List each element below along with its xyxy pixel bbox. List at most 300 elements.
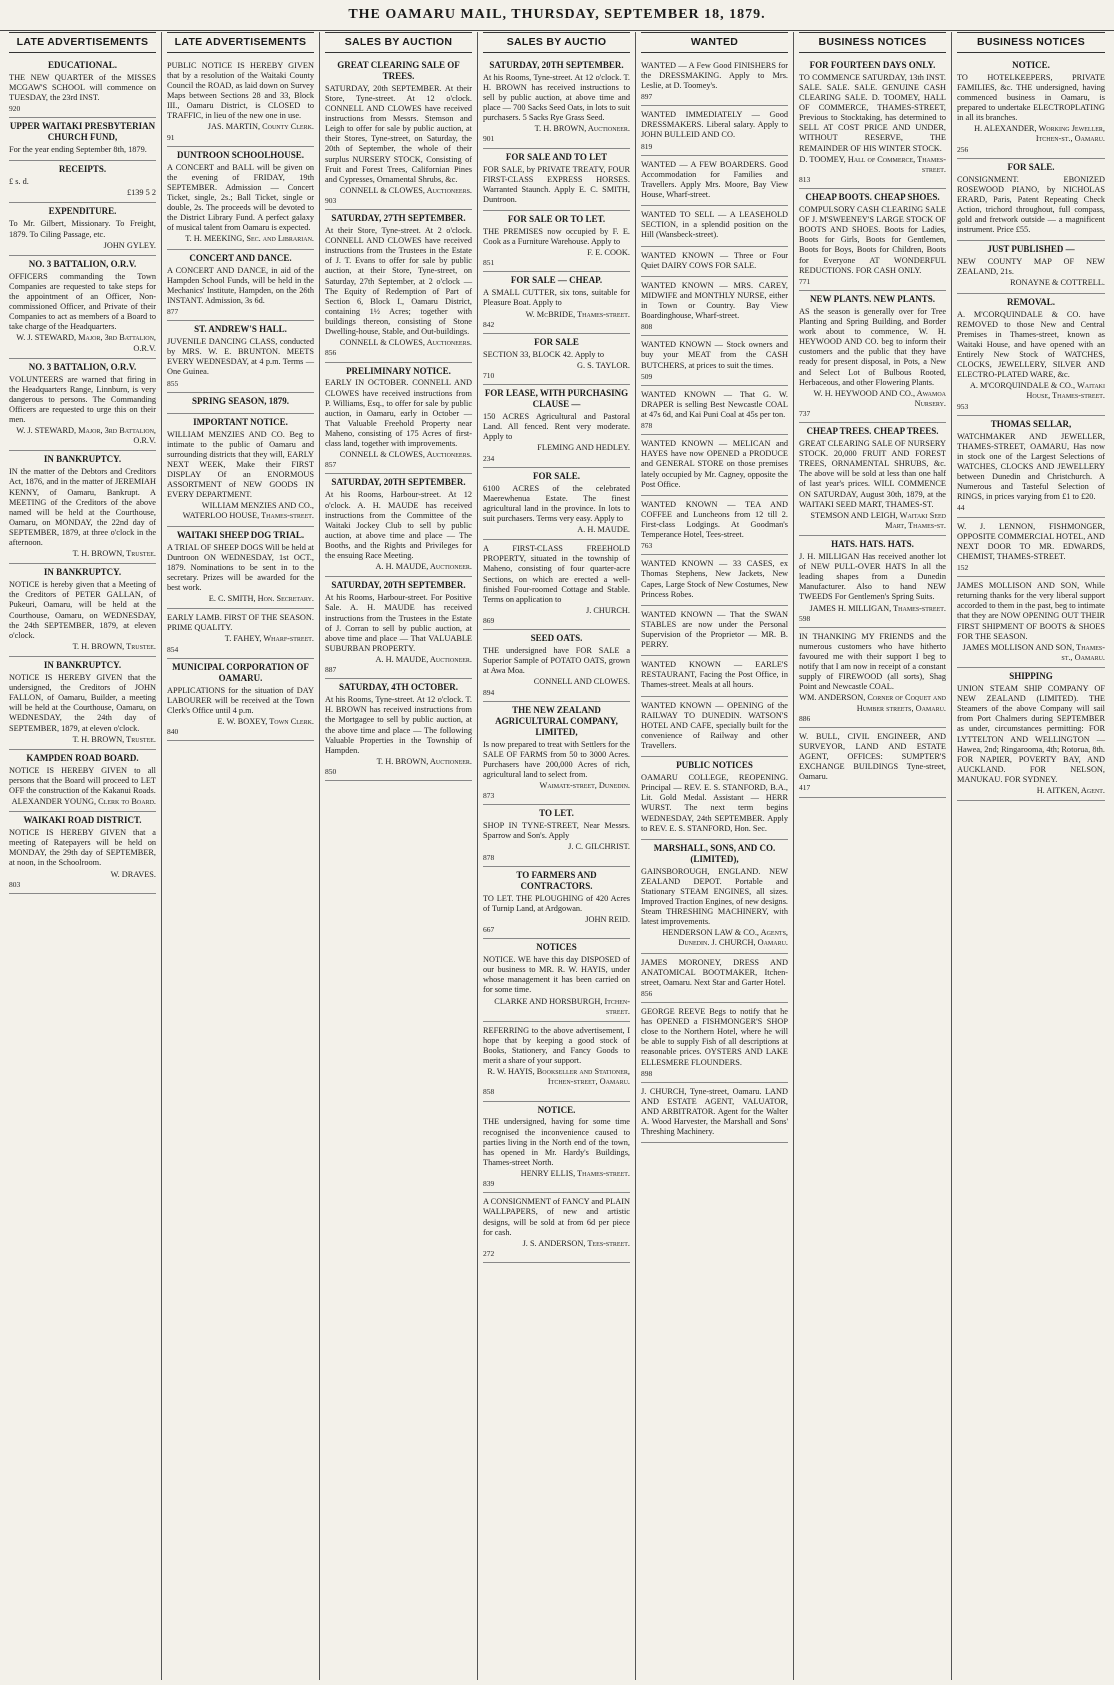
- ad-body: To Mr. Gilbert, Missionary. To Freight, 1879. To Ciling Passage, etc.: [9, 219, 156, 239]
- advertisement: [9, 750, 156, 812]
- ad-body: W. J. LENNON, FISHMONGER, OPPOSITE COMMERCIAL HOTEL, AND NEXT DOOR TO MR. EDWARDS, CHEMIST, THAMES-STREET.: [957, 521, 1105, 561]
- ad-number: 877: [167, 306, 179, 316]
- ad-body: WANTED KNOWN — Three or Four Quiet DAIRY COWS FOR SALE.: [641, 250, 788, 270]
- ad-title: FOR SALE — CHEAP.: [510, 275, 603, 286]
- section-header: BUSINESS NOTICES: [799, 32, 946, 53]
- ad-signature: HENDERSON LAW & CO., Agents, Dunedin. J. CHURCH, Oamaru.: [662, 928, 788, 948]
- ad-body: IN the matter of the Debtors and Creditors Act, 1876, and in the matter of JEREMIAH KENNY, of Oamaru, Bankrupt. A MEETING of the Creditors of the above named will be held at the Courthouse, Oamaru, on MONDAY, the 22nd day of SEPTEMBER, 1879, at three o'clock in the afternoon.: [9, 467, 156, 548]
- advertisement: [641, 840, 788, 954]
- ad-number: 509: [641, 371, 653, 381]
- ad-title: TO LET.: [539, 808, 574, 819]
- ad-signature: H. AITKEN, Agent.: [1036, 786, 1105, 796]
- advertisement: [483, 867, 630, 939]
- ad-number: 953: [957, 401, 969, 411]
- advertisement: [167, 321, 314, 393]
- ad-signature: R. W. HAYIS, Bookseller and Stationer, Itchen-street, Oamaru.: [487, 1067, 630, 1087]
- advertisement: [9, 161, 156, 203]
- ad-number: 850: [325, 766, 337, 776]
- ad-title: FOR SALE.: [532, 470, 580, 481]
- ad-body: 150 ACRES Agricultural and Pastoral Land. All fenced. Rent very moderate. Apply to: [483, 412, 630, 442]
- advertisement: [325, 474, 472, 577]
- advertisement: [483, 1022, 630, 1102]
- advertisement: [799, 291, 946, 423]
- ad-number: 839: [483, 1179, 495, 1189]
- ad-number: 819: [641, 141, 653, 151]
- advertisement: [9, 657, 156, 750]
- ad-title: FOR SALE: [534, 336, 579, 347]
- ad-title: SATURDAY, 4TH OCTOBER.: [338, 682, 459, 693]
- ad-title: SPRING SEASON, 1879.: [191, 395, 290, 406]
- advertisement: [483, 540, 630, 630]
- advertisement: [325, 210, 472, 362]
- ad-number: 152: [957, 563, 969, 572]
- advertisement: [9, 203, 156, 255]
- ad-signature: £139 5 2: [126, 188, 156, 198]
- ad-signature: JAS. MARTIN, County Clerk.: [207, 122, 314, 132]
- advertisement: [957, 416, 1105, 518]
- ad-body: THE undersigned, having for some time recognised the inconvenience caused to parties living in the North end of the town, has opened in Mr. Hardy's Buildings, Thames-street North.: [483, 1117, 630, 1167]
- advertisement: [325, 57, 472, 210]
- ad-signature: A. H. MAUDE.: [577, 525, 630, 535]
- ad-body: THE undersigned have FOR SALE a Superior Sample of POTATO OATS, grown at Awa Moa.: [483, 646, 630, 676]
- newspaper-column: [162, 32, 320, 1680]
- ad-signature: J. CHURCH.: [585, 605, 630, 615]
- section-header: LATE ADVERTISEMENTS: [167, 32, 314, 53]
- ad-title: ST. ANDREW'S HALL.: [194, 324, 287, 335]
- advertisement: [325, 577, 472, 679]
- ad-signature: JAMES H. MILLIGAN, Thames-street.: [809, 603, 946, 613]
- ad-body: WANTED KNOWN — That the SWAN STABLES are now under the Personal Supervision of the Proprietor — MR. B. PERRY.: [641, 609, 788, 650]
- advertisement: [957, 57, 1105, 159]
- ad-number: 272: [483, 1248, 495, 1258]
- ad-title: FOR SALE OR TO LET.: [507, 213, 606, 224]
- advertisement: [9, 256, 156, 359]
- advertisement: [799, 189, 946, 291]
- ad-signature: J. S. ANDERSON, Tees-street.: [522, 1238, 630, 1248]
- ad-title: EXPENDITURE.: [48, 206, 117, 217]
- section-header: SALES BY AUCTION: [325, 32, 472, 53]
- ad-body: TO LET. THE PLOUGHING of 420 Acres of Turnip Land, at Ardgowan.: [483, 893, 630, 913]
- ad-title: IMPORTANT NOTICE.: [193, 416, 288, 427]
- ad-title: DUNTROON SCHOOLHOUSE.: [176, 149, 305, 160]
- ad-title: EDUCATIONAL.: [47, 59, 118, 70]
- ad-body: WANTED KNOWN — EARLE'S RESTAURANT, Facing the Post Office, in Thames-street. Meals at all hours.: [641, 660, 788, 690]
- ad-number: 851: [483, 258, 495, 268]
- ad-body: JAMES MOLLISON AND SON, While returning thanks for the very liberal support accorded to them in the past, beg to intimate that they are NOW OPENING OUT THEIR FIRST SHIPMENT OF BOOTS & SHOES FOR THE SEASON.: [957, 581, 1105, 641]
- ad-body: A FIRST-CLASS FREEHOLD PROPERTY, situated in the township of Maheno, consisting of four quarter-acre Sections, on which are erected a well-finished Four-roomed Cottage and Stable. Terms on application to: [483, 544, 630, 604]
- advertisement: [167, 250, 314, 322]
- ad-title: SATURDAY, 27TH SEPTEMBER.: [331, 213, 466, 224]
- ad-signature: WM. ANDERSON, Corner of Coquet and Humber streets, Oamaru.: [799, 693, 946, 713]
- ad-number: 856: [641, 988, 653, 998]
- ad-title: CHEAP BOOTS. CHEAP SHOES.: [805, 192, 940, 202]
- section-header: LATE ADVERTISEMENTS: [9, 32, 156, 53]
- advertisement: [641, 1083, 788, 1144]
- ad-number: 858: [483, 1087, 495, 1097]
- ad-title: THOMAS SELLAR,: [990, 418, 1072, 429]
- ad-number: 256: [957, 144, 969, 154]
- advertisement: [483, 630, 630, 702]
- ad-body: A SMALL CUTTER, six tons, suitable for Pleasure Boat. Apply to: [483, 288, 630, 308]
- ad-body: NOTICE IS HEREBY GIVEN that the undersigned, the Creditors of JOHN FALLON, of Oamaru, Builder, a meeting will be held at the Courthouse, Oamaru, on WEDNESDAY, the 24th day of SEPTEMBER, 1879, at eleven o'clock.: [9, 673, 156, 733]
- ad-signature: A. H. MAUDE, Auctioneer.: [375, 654, 472, 664]
- ad-signature: D. TOOMEY, Hall of Commerce, Thames-street.: [799, 154, 946, 174]
- ad-signature: T. H. BROWN, Trustee.: [72, 641, 156, 651]
- ad-title: FOR SALE.: [1007, 161, 1055, 172]
- ad-signature: T. H. BROWN, Trustee.: [72, 549, 156, 559]
- ad-title: WAITAKI SHEEP DOG TRIAL.: [176, 529, 305, 540]
- ad-body: WANTED — A Few Good FINISHERS for the DRESSMAKING. Apply to Mrs. Leslie, at D. Toomey's.: [641, 60, 788, 91]
- ad-signature: W. H. HEYWOOD AND CO., Awamoa Nursery.: [813, 388, 946, 408]
- ad-signature: W. DRAVES.: [110, 869, 156, 879]
- ad-number: 878: [483, 852, 495, 862]
- ad-signature: CONNELL & CLOWES, Auctioneers.: [339, 185, 472, 195]
- ad-title: REMOVAL.: [1006, 296, 1056, 307]
- ad-signature: A. H. MAUDE, Auctioneer.: [375, 562, 472, 572]
- ad-body: COMPULSORY CASH CLEARING SALE OF J. M'SWEENEY'S LARGE STOCK OF BOOTS AND SHOES. Boots for Ladies, Boots for Girls, Boots for Gentlemen, Boots for Boys, Boots for Children, Boots for Everyone AT WONDERFUL REDUCTIONS. FOR CASH ONLY.: [799, 204, 946, 275]
- advertisement: [167, 609, 314, 658]
- ad-title: FOR FOURTEEN DAYS ONLY.: [809, 59, 936, 70]
- ad-body: A. M'CORQUINDALE & CO. have REMOVED to those New and Central Premises in Thames-street, known as Waitaki House, and have opened with an Entirely New Stock of WATCHES, CLOCKS, JEWELLERY, SILVER AND ELECTRO-PLATED WARE, &c.: [957, 309, 1105, 380]
- ad-body: GREAT CLEARING SALE OF NURSERY STOCK. 20,000 FRUIT AND FOREST TREES, ORNAMENTAL SHRUBS, &c. The above will be sold at less than one half of last year's prices. WILL COMMENCE ON SATURDAY, August 30th, 1879, at the WAITAKI SEED MART, THAMES-ST.: [799, 439, 946, 509]
- ad-body: A TRIAL OF SHEEP DOGS Will be held at Duntroon ON WEDNESDAY, 1st OCT., 1879. Nominations to be sent in to the secretary. Prizes will be awarded for the best work.: [167, 542, 314, 592]
- ad-signature: JAMES MOLLISON AND SON, Thames-st., Oamaru.: [962, 642, 1105, 662]
- ad-body: A CONCERT and BALL will be given on the evening of FRIDAY, 19th SEPTEMBER. Admission — Concert Ticket, single, 2s.; Ball Ticket, single or double, 2s. The proceeds will be devoted to the District Library Fund. A perfect galaxy of musical talent from Oamaru is expected.: [167, 162, 314, 233]
- ad-title: NEW PLANTS. NEW PLANTS.: [810, 293, 935, 304]
- newspaper-column: [952, 32, 1110, 1680]
- ad-number: 808: [641, 322, 653, 332]
- ad-body: NOTICE IS HEREBY GIVEN that a meeting of Ratepayers will be held on MONDAY, the 29th day of SEPTEMBER, at noon, in the Schoolroom.: [9, 828, 156, 868]
- advertisement: [483, 702, 630, 806]
- ad-title: NO. 3 BATTALION, O.R.V.: [28, 361, 137, 372]
- ad-signature: W. J. STEWARD, Major, 3rd Battalion, O.R.V.: [16, 333, 156, 353]
- advertisement: [167, 659, 314, 742]
- ad-number: 897: [641, 92, 653, 102]
- section-header: BUSINESS NOTICES: [957, 32, 1105, 53]
- ad-title: NO. 3 BATTALION, O.R.V.: [28, 258, 137, 269]
- advertisement: [641, 1003, 788, 1083]
- ad-body: EARLY LAMB. FIRST OF THE SEASON. PRIME QUALITY.: [167, 613, 314, 633]
- ad-number: 886: [799, 713, 811, 723]
- ad-body: SECTION 33, BLOCK 42. Apply to: [483, 349, 605, 359]
- ad-title: TO FARMERS AND CONTRACTORS.: [516, 869, 597, 891]
- advertisement: [641, 757, 788, 840]
- ad-signature: FLEMING AND HEDLEY.: [537, 443, 630, 453]
- ad-signature: E. C. SMITH, Hon. Secretary.: [208, 594, 314, 604]
- ad-number: 598: [799, 613, 811, 623]
- ad-title: IN BANKRUPTCY.: [43, 660, 122, 671]
- ad-number: 234: [483, 453, 495, 463]
- advertisement: [9, 57, 156, 118]
- advertisement: [799, 57, 946, 189]
- ad-title: JUST PUBLISHED —: [987, 244, 1075, 255]
- advertisement: [483, 385, 630, 468]
- ad-signature: T. H. MEEKING, Sec. and Librarian.: [185, 234, 314, 244]
- advertisement: [167, 527, 314, 610]
- ad-signature: H. ALEXANDER, Working Jeweller, Itchen-st., Oamaru.: [974, 124, 1105, 144]
- ad-body: VOLUNTEERS are warned that firing in the Headquarters Range, Linnburn, is very dangerous to persons. The Commanding Officers are requested to urge this on their men.: [9, 374, 156, 425]
- ad-number: 813: [799, 174, 811, 184]
- ad-number: 857: [325, 460, 337, 470]
- ad-title: THE NEW ZEALAND AGRICULTURAL COMPANY, LIMITED,: [495, 704, 618, 737]
- ad-signature: W. McBRIDE, Thames-street.: [525, 309, 630, 319]
- ad-signature: CONNELL AND CLOWES.: [533, 677, 630, 687]
- ad-body: JAMES MORONEY, DRESS AND ANATOMICAL BOOTMAKER, Itchen-street, Oamaru. Next Star and Garter Hotel.: [641, 957, 788, 987]
- ad-body: At his Rooms, Tyne-street. At 12 o'clock. T. H. BROWN has received instructions from the Mortgagee to sell by public auction, at the above time and place — The following Valuable Properties in the Township of Hampden.: [325, 695, 472, 755]
- ad-body: For the year ending September 8th, 1879.: [9, 145, 147, 155]
- ad-signature: ALEXANDER YOUNG, Clerk to Board.: [11, 797, 156, 807]
- ad-body: IN THANKING MY FRIENDS and the numerous customers who have hitherto favoured me with their support I beg to notify that I am now in receipt of a constant supply of FIREWOOD (all sorts), Shag Point and Newcastle COAL.: [799, 631, 946, 692]
- advertisement: [957, 159, 1105, 242]
- advertisement: [641, 656, 788, 696]
- advertisement: [9, 564, 156, 657]
- ad-number: 887: [325, 665, 337, 675]
- ad-number: 920: [9, 104, 21, 114]
- ad-body: At their Store, Tyne-street. At 2 o'clock. CONNELL AND CLOWES have received instructions from the Trustees in the Estate of J. T. Evans to offer for sale by public auction, at their Store, Tyne-street, on Saturday, 27th September, at 2 o'clock — The Equity of Redemption of Part of Section 6, Block I., Oamaru District, containing 1½ Acres; together with buildings thereon, consisting of Stone Dwelling-house, Stable, and Out-buildings.: [325, 226, 472, 337]
- advertisement: [483, 1102, 630, 1194]
- ad-body: WANTED IMMEDIATELY — Good DRESSMAKERS. Liberal salary. Apply to JOHN BULLEID AND CO.: [641, 110, 788, 140]
- ad-signature: G. S. TAYLOR.: [576, 360, 630, 370]
- advertisement: [641, 697, 788, 758]
- ad-number: 710: [483, 371, 495, 381]
- advertisement: [641, 206, 788, 246]
- advertisement: [641, 435, 788, 496]
- advertisement: [641, 954, 788, 1003]
- ad-number: 898: [641, 1068, 653, 1078]
- ad-signature: J. C. GILCHRIST.: [568, 842, 630, 852]
- advertisement: [483, 149, 630, 211]
- advertisement: [641, 57, 788, 106]
- advertisement: [483, 1193, 630, 1263]
- advertisement: [957, 668, 1105, 801]
- ad-body: AS the season is generally over for Tree Planting and Spring Building, and Border work about to commence, W. H. HEYWOOD AND CO. beg to inform their customers and the public that they have ready for present disposal, in Pots, a New and Select Lot of Bulbous Rooted, Herbaceous, and other Flowering Plants.: [799, 306, 946, 387]
- advertisement: [483, 468, 630, 541]
- ad-body: THE NEW QUARTER of the MISSES MCGAW'S SCHOOL will commence on TUESDAY, the 23rd INST.: [9, 72, 156, 102]
- newspaper-column: [478, 32, 636, 1680]
- ad-body: WANTED KNOWN — MELICAN and HAYES have now OPENED a PRODUCE and GENERAL STORE on those premises lately occupied by Mr. Cagney, opposite the Post Office.: [641, 439, 788, 489]
- ad-number: 840: [167, 727, 179, 737]
- ad-body: £ s. d.: [9, 177, 29, 187]
- advertisement: [799, 423, 946, 536]
- ad-body: OAMARU COLLEGE, REOPENING. Principal — REV. E. S. STANFORD, B.A., Lit. Gold Medal. Assistant — HERR WURST. The next term begins WEDNESDAY, 24th SEPTEMBER. Apply to REV. E. S. STANFORD, Hon. Sec.: [641, 773, 788, 833]
- ad-title: SHIPPING: [1009, 671, 1053, 682]
- ad-body: A CONCERT AND DANCE, in aid of the Hampden School Funds, will be held in the Mechanics' Institute, Hampden, on the 26th INSTANT. Admission, 3s 6d.: [167, 265, 314, 305]
- advertisement: [641, 156, 788, 206]
- advertisement: [641, 496, 788, 556]
- ad-body: SHOP IN TYNE-STREET, Near Messrs. Sparrow and Son's. Apply: [483, 821, 630, 841]
- ad-body: NOTICE IS HEREBY GIVEN to all persons that the Board will proceed to LET OFF the construction of the Kakanui Roads.: [9, 765, 156, 795]
- ad-title: SATURDAY, 20TH SEPTEMBER.: [331, 580, 466, 591]
- ad-body: THE PREMISES now occupied by F. E. Cook as a Furniture Warehouse. Apply to: [483, 226, 630, 247]
- ad-signature: CONNELL & CLOWES, Auctioneers.: [339, 450, 472, 460]
- ad-title: FOR LEASE, WITH PURCHASING CLAUSE —: [484, 388, 629, 410]
- advertisement: [483, 805, 630, 866]
- ad-title: PRELIMINARY NOTICE.: [346, 365, 451, 376]
- ad-title: MUNICIPAL CORPORATION OF OAMARU.: [172, 661, 309, 683]
- advertisement: [167, 414, 314, 527]
- ad-signature: Waimate-street, Dunedin.: [539, 781, 630, 790]
- ad-number: 856: [325, 348, 337, 358]
- advertisement: [799, 536, 946, 628]
- ad-signature: T. H. BROWN, Trustee.: [72, 734, 156, 744]
- ad-signature: A. M'CORQUINDALE & CO., Waitaki House, Thames-street.: [969, 381, 1105, 401]
- ad-signature: W. J. STEWARD, Major, 3rd Battalion, O.R.V.: [16, 426, 156, 446]
- ad-title: GREAT CLEARING SALE OF TREES.: [337, 59, 460, 81]
- ad-title: NOTICE.: [1012, 59, 1050, 70]
- ad-signature: T. FAHEY, Wharf-street.: [224, 634, 314, 644]
- ad-body: WANTED KNOWN — MRS. CAREY, MIDWIFE and MONTHLY NURSE, either in Town or Country. Bay View Boardinghouse, Wharf-street.: [641, 280, 788, 321]
- ad-title: NOTICE.: [537, 1104, 576, 1115]
- ad-body: WILLIAM MENZIES AND CO. Beg to intimate to the public of Oamaru and surrounding districts that they will, EARLY NEXT WEEK, Make their FIRST DISPLAY Of an ENORMOUS ASSORTMENT of NEW GOODS IN EVERY DEPARTMENT.: [167, 429, 314, 500]
- ad-body: NOTICE. WE have this day DISPOSED of our business to MR. R. W. HAYIS, under whose management it has been carried on for some time.: [483, 955, 630, 995]
- ad-signature: STEMSON AND LEIGH, Waitaki Seed Mart, Thames-st.: [810, 510, 946, 530]
- ad-number: 842: [483, 319, 495, 329]
- ad-body: W. BULL, CIVIL ENGINEER, AND SURVEYOR, LAND AND ESTATE AGENT, OFFICES: SUMPTER'S EXCHANGE BUILDINGS Tyne-street, Oamaru.: [799, 731, 946, 782]
- newspaper-column: [320, 32, 478, 1680]
- ad-number: 873: [483, 791, 495, 801]
- advertisement: [957, 577, 1105, 668]
- advertisement: [957, 241, 1105, 293]
- advertisement: [957, 294, 1105, 416]
- newspaper-column: [794, 32, 952, 1680]
- advertisement: [483, 272, 630, 333]
- ad-signature: JOHN GYLEY.: [103, 240, 156, 250]
- ad-body: At his Rooms, Tyne-street. At 12 o'clock. T. H. BROWN has received instructions to sell by public auction, at above time and place — 700 Sacks Seed Oats, in lots to suit purchasers. 5 Sacks Rye Grass Seed.: [483, 72, 630, 123]
- ad-title: UPPER WAITAKI PRESBYTERIAN CHURCH FUND,: [9, 121, 156, 143]
- ad-number: 417: [799, 783, 811, 793]
- advertisement: [641, 336, 788, 385]
- ad-body: UNION STEAM SHIP COMPANY OF NEW ZEALAND (LIMITED). THE Steamers of the above Company will sail from Port Chalmers during SEPTEMBER as under, circumstances permitting: FOR LYTTELTON AND WELLINGTON — Hawea, 2nd; Ringarooma, 4th; Rotorua, 8th. FOR NAPIER, POVERTY BAY, AND AUCKLAND. FOR NELSON, MANUKAU. FOR SYDNEY.: [957, 683, 1105, 784]
- advertisement: [167, 147, 314, 250]
- section-header: WANTED: [641, 32, 788, 53]
- advertisement: [167, 393, 314, 414]
- advertisement: [641, 247, 788, 277]
- ad-title: CHEAP TREES. CHEAP TREES.: [806, 426, 939, 437]
- advertisement: [483, 334, 630, 385]
- ad-body: GEORGE REEVE Begs to notify that he has OPENED a FISHMONGER'S SHOP close to the Northern Hotel, where he will be able to supply Fish of all descriptions at reasonable prices. OYSTERS AND LAKE ELLESMERE FLOUNDERS.: [641, 1007, 788, 1067]
- advertisement: [9, 118, 156, 161]
- ad-signature: JOHN REID.: [585, 914, 630, 924]
- ad-body: GAINSBOROUGH, ENGLAND. NEW ZEALAND DEPOT. Portable and Stationary STEAM ENGINES, all sizes. Improved Traction Engines, of new designs. Steam THRESHING MACHINERY, with latest improvements.: [641, 866, 788, 927]
- ad-body: TO COMMENCE SATURDAY, 13th INST. SALE. SALE. SALE. GENUINE CASH CLEARING SALE. D. TOOMEY, HALL OF COMMERCE, THAMES-STREET, Previous to Stocktaking, has determined to SELL AT COST PRICE AND UNDER, WITHOUT RESERVE, THE REMAINDER OF HIS WINTER STOCK.: [799, 72, 946, 153]
- ad-body: WANTED — A FEW BOARDERS. Good Accommodation for Families and Travellers. Apply Mrs. Moore, Bay View House, Wharf-street.: [641, 159, 788, 200]
- ad-number: 737: [799, 408, 811, 418]
- ad-body: WANTED KNOWN — OPENING of the RAILWAY TO DUNEDIN. WATSON'S HOTEL AND CAFE, specially built for the convenience of Railway and other Travellers.: [641, 700, 788, 750]
- ad-number: 855: [167, 378, 179, 388]
- ad-title: SATURDAY, 20TH SEPTEMBER.: [331, 477, 466, 488]
- ad-body: WANTED KNOWN — That G. W. DRAPER is selling Best Newcastle COAL at 47s 6d, and Kai Puni Coal at 45s per ton.: [641, 389, 788, 419]
- advertisement: [167, 57, 314, 147]
- ad-body: WANTED KNOWN — Stock owners and buy your MEAT from the CASH BUTCHERS, at prices to suit the times.: [641, 340, 788, 370]
- advertisement: [641, 606, 788, 656]
- ad-body: J. CHURCH, Tyne-street, Oamaru. LAND AND ESTATE AGENT, VALUATOR, AND ARBITRATOR. Agent for the Walter A. Wood Harvester, the Marshall and Sons' Threshing Machinery.: [641, 1086, 788, 1137]
- ad-number: 763: [641, 541, 653, 551]
- ad-body: OFFICERS commanding the Town Companies are requested to take steps for the appointment of an Officer, Non-commissioned Officer, and Private of their Companies to act as members of a Board to take charge of the Headquarters.: [9, 271, 156, 332]
- advertisement: [641, 106, 788, 155]
- ad-signature: T. H. BROWN, Auctioneer.: [376, 756, 472, 766]
- advertisement: [957, 518, 1105, 578]
- ad-body: REFERRING to the above advertisement, I hope that by keeping a good stock of Books, Stationery, and Fancy Goods to merit a share of your support.: [483, 1025, 630, 1066]
- ad-body: WANTED KNOWN — TEA AND COFFEE and Luncheons from 12 till 2. First-class Lodgings. At Goodman's Temperance Hotel, Tees-street.: [641, 499, 788, 540]
- ad-body: WATCHMAKER AND JEWELLER, THAMES-STREET, OAMARU, Has now in stock one of the Largest Selections of WATCHES, CLOCKS AND JEWELLERY between Dunedin and Christchurch. A Numerous and Tasteful Selection of RINGS, in prices varying from £1 to £20.: [957, 431, 1105, 502]
- advertisement: [483, 57, 630, 149]
- ad-number: 771: [799, 276, 811, 286]
- ad-body: WANTED TO SELL — A LEASEHOLD SECTION, in a splendid position on the Hill (Wansbeck-street).: [641, 210, 788, 240]
- newspaper-columns: [4, 32, 1110, 1680]
- ad-number: 903: [325, 195, 337, 205]
- ad-signature: T. H. BROWN, Auctioneer.: [534, 124, 630, 134]
- ad-body: NEW COUNTY MAP OF NEW ZEALAND, 21s.: [957, 257, 1105, 277]
- ad-body: JUVENILE DANCING CLASS, conducted by MRS. W. E. BRUNTON. MEETS EVERY WEDNESDAY, at 4 p.m. Terms — One Guinea.: [167, 337, 314, 377]
- ad-title: IN BANKRUPTCY.: [43, 454, 122, 465]
- ad-title: CONCERT AND DANCE.: [189, 252, 292, 263]
- advertisement: [9, 359, 156, 452]
- ad-body: 6100 ACRES of the celebrated Maerewhenua Estate. The finest agricultural land in the province. In lots to suit purchasers. Terms very easy. Apply to: [483, 483, 630, 523]
- ad-title: WAIKAKI ROAD DISTRICT.: [23, 815, 142, 826]
- ad-number: 894: [483, 687, 495, 697]
- ad-signature: RONAYNE & COTTRELL.: [1010, 278, 1105, 288]
- advertisement: [9, 451, 156, 564]
- ad-body: FOR SALE, by PRIVATE TREATY, FOUR FIRST-CLASS EXPRESS HORSES. Warranted Staunch. Apply E. C. SMITH, Duntroon.: [483, 164, 630, 204]
- newspaper-masthead: THE OAMARU MAIL, THURSDAY, SEPTEMBER 18, 1879.: [0, 0, 1114, 31]
- ad-number: 44: [957, 503, 965, 513]
- ad-number: 667: [483, 924, 495, 934]
- ad-number: 803: [9, 879, 21, 889]
- advertisement: [325, 363, 472, 475]
- ad-body: APPLICATIONS for the situation of DAY LABOURER will be received at the Town Clerk's Office until 4 p.m.: [167, 685, 314, 715]
- ad-title: MARSHALL, SONS, AND CO. (LIMITED),: [653, 842, 776, 864]
- advertisement: [799, 728, 946, 798]
- ad-body: TO HOTELKEEPERS, PRIVATE FAMILIES, &c. THE undersigned, having commenced business in Oamaru, is prepared to undertake ELECTROPLATING in all its branches.: [957, 72, 1105, 123]
- ad-title: RECEIPTS.: [58, 164, 107, 175]
- ad-title: SEED OATS.: [530, 633, 583, 644]
- ad-number: 878: [641, 421, 653, 431]
- ad-body: A CONSIGNMENT of FANCY and PLAIN WALLPAPERS, of new and artistic designs, will be sold at from 6d per piece for cash.: [483, 1197, 630, 1237]
- ad-signature: F. E. COOK.: [587, 248, 630, 258]
- ad-title: SATURDAY, 20TH SEPTEMBER.: [489, 59, 624, 70]
- ad-number: 901: [483, 134, 495, 144]
- ad-signature: E. W. BOXEY, Town Clerk.: [217, 716, 314, 726]
- newspaper-column: [636, 32, 794, 1680]
- ad-body: Is now prepared to treat with Settlers for the SALE OF FARMS from 50 to 3000 Acres. Purchasers have 200,000 Acres of rich, agricultural land to select from.: [483, 739, 630, 779]
- advertisement: [9, 812, 156, 894]
- ad-body: At his Rooms, Harbour-street. For Positive Sale. A. H. MAUDE has received instructions from the Trustees in the Estate of J. Corran to sell by public auction, at above time and place — That VALUABLE SUBURBAN PROPERTY.: [325, 593, 472, 653]
- ad-title: KAMPDEN ROAD BOARD.: [26, 752, 139, 763]
- advertisement: [641, 277, 788, 337]
- ad-number: 91: [167, 132, 175, 142]
- ad-signature: CLARKE AND HORSBURGH, Itchen-street.: [494, 996, 630, 1016]
- ad-body: At his Rooms, Harbour-street. At 12 o'clock. A. H. MAUDE has received instructions from the Committee of the Waitaki Jockey Club to sell by public auction, at above time and place — The Booths, and the Rights and Privileges for the ensuing Race Meeting.: [325, 490, 472, 561]
- ad-signature: HENRY ELLIS, Thames-street.: [520, 1169, 630, 1179]
- ad-body: PUBLIC NOTICE IS HEREBY GIVEN that by a resolution of the Waitaki County Council the ROAD, as laid down on Survey Maps between Sections 28 and 33, Block III., Oamaru District, is CLOSED to TRAFFIC, in lieu of the new one in use.: [167, 60, 314, 121]
- advertisement: [641, 386, 788, 435]
- advertisement: [483, 211, 630, 272]
- advertisement: [483, 939, 630, 1022]
- ad-body: WANTED KNOWN — 33 CASES, ex Thomas Stephens, New Jackets, New Capes, Large Stock of New Costumes, New Princess Robes.: [641, 559, 788, 599]
- newspaper-column: [4, 32, 162, 1680]
- ad-number: 854: [167, 644, 179, 654]
- ad-body: J. H. MILLIGAN Has received another lot of NEW PULL-OVER HATS In all the leading shapes from a Dunedin Manufacturer. Also to hand NEW TWEEDS For Gentlemen's Spring Suits.: [799, 552, 946, 602]
- ad-title: IN BANKRUPTCY.: [43, 567, 122, 578]
- ad-title: FOR SALE AND TO LET: [505, 151, 608, 162]
- section-header: SALES BY AUCTIO: [483, 32, 630, 53]
- ad-body: EARLY IN OCTOBER. CONNELL AND CLOWES have received instructions from P. Williams, Esq., to offer for sale by public auction, in Oamaru, early in October — That Valuable Freehold Property near Maheno, consisting of 175 Acres of first-class land, together with improvements.: [325, 378, 472, 449]
- ad-title: HATS. HATS. HATS.: [831, 539, 914, 550]
- ad-body: NOTICE is hereby given that a Meeting of the Creditors of PETER GALLAN, of Pukeuri, Oamaru, will be held at the Courthouse, Oamaru, on WEDNESDAY, the 24th SEPTEMBER, 1879, at eleven o'clock.: [9, 580, 156, 640]
- advertisement: [325, 679, 472, 781]
- ad-number: 869: [483, 615, 495, 625]
- advertisement: [799, 628, 946, 728]
